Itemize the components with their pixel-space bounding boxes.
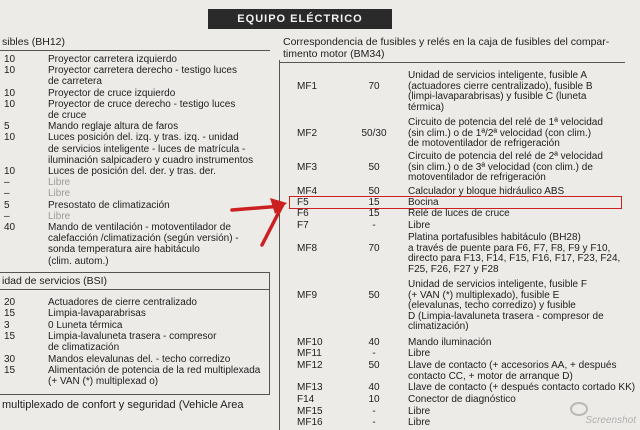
fuse-amperage: 10 [4, 65, 16, 77]
fuse-description: Calculador y bloque hidráulico ABS [408, 186, 565, 197]
bsi-amperage: 30 [4, 353, 16, 365]
bsi-amperage: 20 [4, 297, 16, 308]
fuse-description: (clim. autom.) [48, 255, 109, 267]
fuse-code: MF3 [297, 161, 317, 173]
fuse-code: MF8 [297, 242, 317, 254]
bsi-amperage: 15 [4, 364, 16, 376]
fuse-amperage: 10 [4, 166, 16, 177]
fuse-code: MF1 [297, 80, 317, 92]
bsi-description: 0 Luneta térmica [48, 319, 123, 331]
fuse-amperage: 50 [368, 360, 380, 371]
fuse-description: iluminación salpicadero y cuadro instrumentos [48, 154, 254, 166]
fuse-code: MF15 [297, 406, 323, 417]
fuse-description: Luces de posición del. der. y tras. der. [48, 166, 216, 177]
fuse-description: (limpi-lavaparabrisas) y fusible C (luneta [408, 91, 587, 103]
camera-icon [570, 402, 588, 416]
fuse-description: Conector de diagnóstico [408, 394, 516, 405]
fuse-description: F25, F26, F27 y F28 [408, 263, 499, 275]
fuse-description: Proyector carretera derecho - testigo luces [48, 65, 237, 77]
fuse-amperage: - [372, 348, 376, 359]
fuse-description: directo para F13, F14, F15, F16, F17, F23, F24, [408, 253, 621, 265]
fuse-code: MF2 [297, 127, 317, 139]
fuse-description: sonda temperatura aire habitáculo [48, 244, 200, 256]
bsi-description: (+ VAN (*) multiplexad o) [48, 376, 159, 388]
left-box-edge [269, 272, 270, 395]
left-mid-rule-top [0, 272, 270, 273]
fuse-code: MF4 [297, 186, 317, 197]
left-section-header: sibles (BH12) [2, 36, 66, 48]
fuse-amperage: 10 [4, 87, 16, 99]
fuse-amperage: 50/30 [361, 127, 387, 139]
fuse-description: Libre [48, 210, 71, 222]
fuse-description: (elevalunas, techo corredizo) y fusible [408, 300, 576, 312]
fuse-amperage: 15 [368, 208, 380, 219]
bsi-description: Alimentación de potencia de la red multiplexada [48, 364, 261, 376]
fuse-amperage: 50 [368, 161, 380, 173]
fuse-amperage: 50 [368, 289, 380, 301]
fuse-description: de servicios inteligente - luces de matrícula - [48, 143, 246, 155]
fuse-description: Libre [408, 220, 431, 231]
fuse-code: MF10 [297, 337, 323, 348]
fuse-description: climatización) [408, 321, 469, 333]
fuse-description: de motoventilador de refrigeración [408, 138, 560, 150]
fuse-description: Libre [48, 188, 71, 200]
fuse-description: Mando de ventilación - motoventilador de [48, 222, 231, 233]
fuse-description: motoventilador de refrigeración [408, 172, 546, 184]
left-bottom-rule [0, 394, 270, 395]
fuse-description: Llave de contacto (+ accesorios AA, + después [408, 360, 617, 371]
fuse-description: Proyector de cruce izquierdo [48, 87, 176, 99]
fuse-description: Libre [408, 417, 431, 428]
fuse-code: MF11 [297, 348, 322, 359]
bsi-description: de climatización [48, 342, 120, 354]
fuse-description: (sin clim.) o de 1ª/2ª velocidad (con clim.) [408, 127, 592, 139]
fuse-description: Platina portafusibles habitáculo (BH28) [408, 232, 581, 243]
fuse-amperage: - [372, 406, 376, 417]
fuse-description: calefacción /climatización (según versión) - [48, 233, 239, 245]
section-banner: EQUIPO ELÉCTRICO [208, 9, 392, 29]
left-header-rule [0, 50, 270, 51]
fuse-description: (sin clim.) o de 3ª velocidad (con clim.) de [408, 161, 593, 173]
fuse-description: Luces posición del. izq. y tras. izq. - unidad [48, 132, 239, 144]
fuse-description: D (Limpia-lavaluneta trasera - compresor de [408, 310, 604, 322]
bsi-description: Actuadores de cierre centralizado [48, 297, 197, 308]
fuse-description: contacto CC, + motor de arranque D) [408, 370, 573, 382]
fuse-description: Bocina [408, 197, 439, 208]
fuse-amperage: 15 [368, 197, 380, 208]
fuse-description: Llave de contacto (+ después contacto cortado KK) [408, 382, 636, 393]
fuse-description: Mando iluminación [408, 337, 492, 348]
fuse-description: de cruce [48, 110, 87, 121]
fuse-description: Circuito de potencia del relé de 1ª velocidad [408, 117, 603, 128]
fuse-amperage: 10 [4, 132, 16, 144]
fuse-description: Mando reglaje altura de faros [48, 121, 179, 133]
fuse-code: MF12 [297, 360, 323, 371]
fuse-code: F6 [297, 208, 309, 219]
fuse-description: Libre [408, 406, 431, 417]
fuse-amperage: 10 [368, 394, 380, 405]
left-mid-header: idad de servicios (BSI) [2, 275, 108, 287]
fuse-amperage: – [4, 210, 10, 222]
fuse-code: MF9 [297, 289, 317, 301]
fuse-code: MF16 [297, 417, 323, 428]
fuse-code: F14 [297, 394, 315, 405]
right-table-edge [279, 60, 280, 430]
fuse-description: de carretera [48, 76, 102, 88]
fuse-code: F5 [297, 197, 309, 208]
fuse-amperage: 10 [4, 98, 16, 110]
bsi-amperage: 3 [4, 319, 10, 331]
watermark: Screenshot [585, 415, 636, 426]
bsi-description: Limpia-lavaluneta trasera - compresor [48, 330, 217, 342]
fuse-amperage: 5 [4, 199, 10, 211]
fuse-description: Unidad de servicios inteligente, fusible F [408, 279, 587, 290]
fuse-description: térmica) [408, 101, 445, 113]
fuse-amperage: 40 [368, 337, 380, 348]
fuse-description: Relé de luces de cruce [408, 208, 510, 219]
fuse-amperage: 40 [4, 222, 16, 233]
fuse-description: (actuadores cierre centralizado), fusible B [408, 80, 593, 92]
fuse-amperage: 70 [368, 80, 380, 92]
fuse-amperage: 70 [368, 242, 380, 254]
fuse-description: Presostato de climatización [48, 199, 170, 211]
left-bottom-header: multiplexado de confort y seguridad (Vehicle Area [2, 399, 244, 411]
fuse-code: F7 [297, 220, 309, 231]
fuse-description: Proyector carretera izquierdo [48, 54, 177, 65]
bsi-description: Mandos elevalunas del. - techo corredizo [48, 353, 231, 365]
fuse-description: Circuito de potencia del relé de 2ª velocidad [408, 151, 603, 162]
right-section-header-1: Correspondencia de fusibles y relés en la caja de fusibles del compar- [283, 36, 610, 48]
fuse-description: (+ VAN (*) multiplexado), fusible E [408, 289, 560, 301]
fuse-amperage: 40 [368, 382, 380, 393]
left-mid-rule [0, 289, 270, 290]
right-section-header-2: timento motor (BM34) [283, 48, 385, 60]
fuse-amperage: - [372, 220, 376, 231]
bsi-amperage: 15 [4, 330, 16, 342]
fuse-amperage: - [372, 417, 376, 428]
fuse-amperage: 50 [368, 186, 380, 197]
fuse-amperage: – [4, 188, 10, 200]
fuse-code: MF13 [297, 382, 323, 393]
fuse-description: Unidad de servicios inteligente, fusible A [408, 70, 587, 81]
fuse-description: a través de puente para F6, F7, F8, F9 y F10, [408, 242, 611, 254]
fuse-description: Proyector de cruce derecho - testigo luces [48, 98, 236, 110]
fuse-description: Libre [48, 177, 71, 189]
bsi-description: Limpia-lavaparabrisas [48, 308, 146, 320]
fuse-description: Libre [408, 348, 431, 359]
fuse-amperage: – [4, 177, 10, 189]
fuse-amperage: 10 [4, 54, 16, 65]
bsi-amperage: 15 [4, 308, 16, 320]
fuse-amperage: 5 [4, 121, 10, 133]
right-header-rule [279, 62, 625, 63]
highlight-box-f5 [289, 196, 622, 209]
